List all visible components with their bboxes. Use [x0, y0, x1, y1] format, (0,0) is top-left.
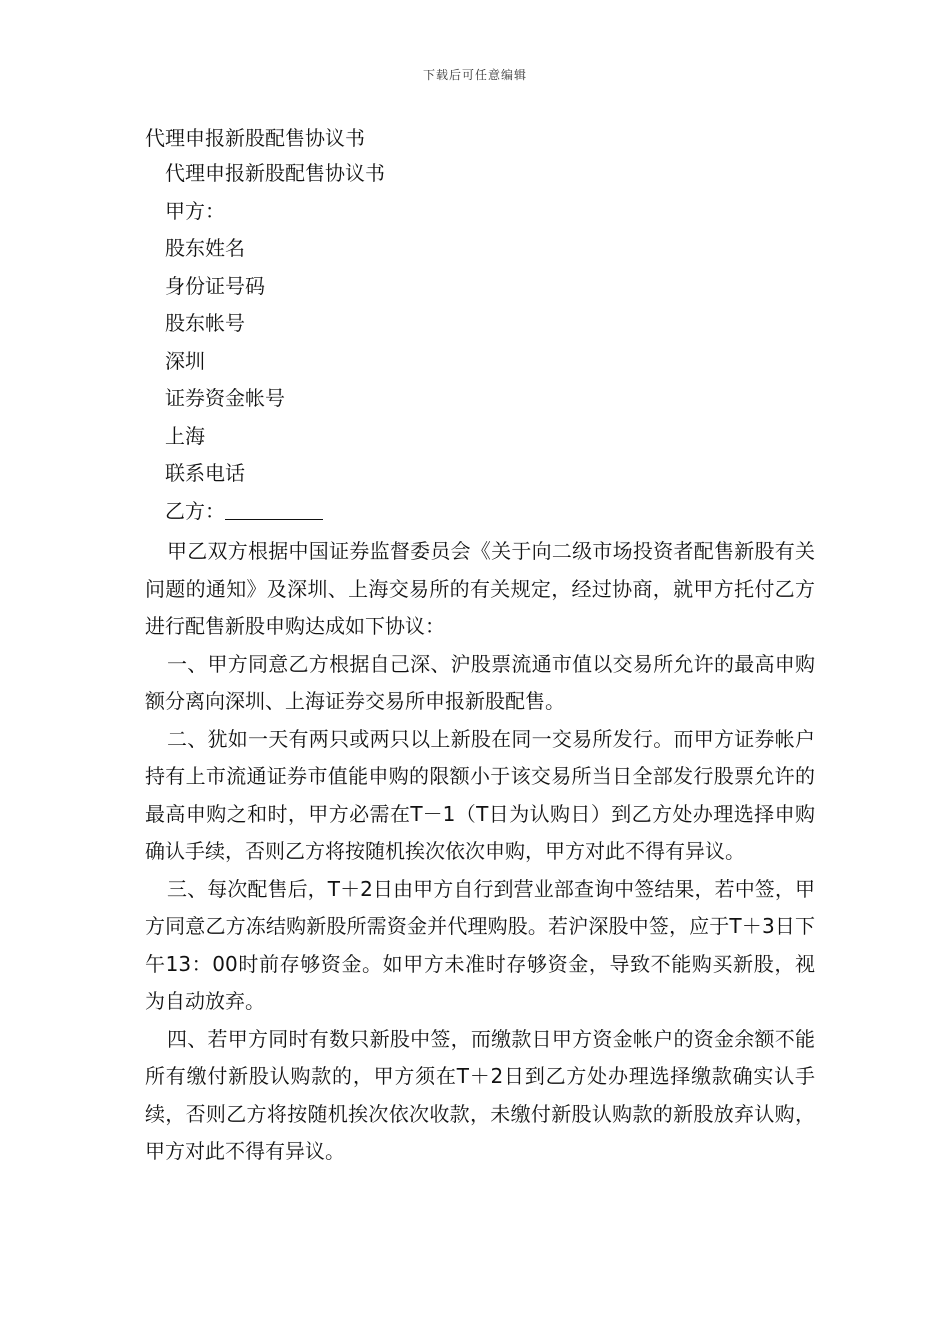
field-fund-account: 证券资金帐号: [165, 386, 285, 410]
paragraph-clause-2: 二、犹如一天有两只或两只以上新股在同一交易所发行。而甲方证券帐户持有上市流通证券市值能申购的限额小于该交易所当日全部发行股票允许的最高申购之和时，甲方必需在T－1（T日为认购日）到乙方处办理选择申购确认手续，否则乙方将按随机挨次依次申购，甲方对此不得有异议。: [145, 726, 815, 863]
paragraph-clause-1: 一、甲方同意乙方根据自己深、沪股票流通市值以交易所允许的最高申购额分离向深圳、上海证券交易所申报新股配售。: [145, 651, 815, 713]
field-shenzhen: 深圳: [165, 348, 205, 373]
party-b-blank: [225, 497, 323, 520]
paragraph-clause-4: 四、若甲方同时有数只新股中签，而缴款日甲方资金帐户的资金余额不能所有缴付新股认购款的，甲方须在T＋2日到乙方处办理选择缴款确实认手续，否则乙方将按随机挨次依次收款，未缴付新股认购款的新股放弃认购，甲方对此不得有异议。: [145, 1026, 815, 1163]
party-a-label: 甲方：: [165, 198, 225, 223]
header-note: 下载后可任意编辑: [422, 68, 527, 82]
document-body: [145, 155, 815, 1171]
field-shareholder-account: 股东帐号: [165, 311, 245, 335]
field-id-number: 身份证号码: [165, 273, 265, 298]
party-b-line: [145, 493, 815, 531]
document-title: 代理申报新股配售协议书: [145, 126, 365, 150]
field-phone: 联系电话: [165, 461, 245, 485]
field-shareholder-name: 股东姓名: [165, 236, 245, 260]
paragraph-intro: 甲乙双方根据中国证券监督委员会《关于向二级市场投资者配售新股有关问题的通知》及深圳、上海交易所的有关规定，经过协商，就甲方托付乙方进行配售新股申购达成如下协议：: [145, 539, 815, 638]
paragraph-clause-3: 三、每次配售后，T＋2日由甲方自行到营业部查询中签结果，若中签，甲方同意乙方冻结购新股所需资金并代理购股。若沪深股中签，应于T＋3日下午13：00时前存够资金。如甲方未准时存够资金，导致不能购买新股，视为自动放弃。: [145, 876, 815, 1013]
field-shanghai: 上海: [165, 423, 205, 448]
document-subtitle: 代理申报新股配售协议书: [165, 161, 385, 185]
party-b-label: 乙方：: [165, 498, 225, 523]
